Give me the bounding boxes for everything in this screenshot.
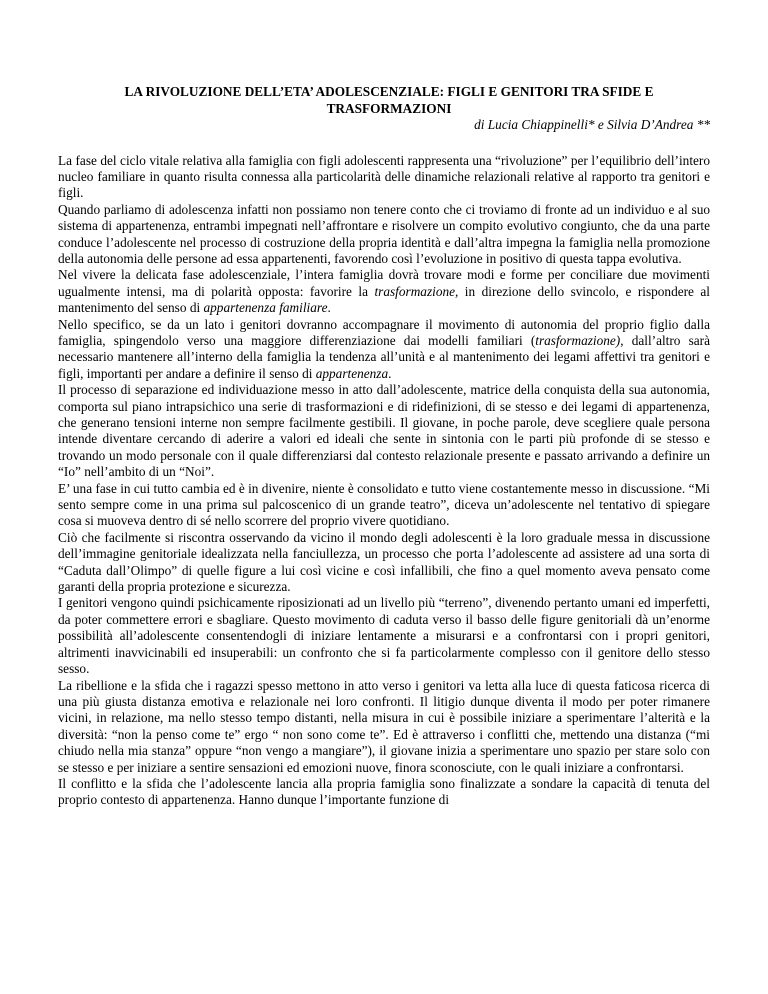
paragraph-9: La ribellione e la sfida che i ragazzi spesso mettono in atto verso i genitori va letta alla luce di questa faticosa ricerca di una più giusta distanza emotiva e relazionale nei loro confronti. Il litigio dunque diventa il modo per poter rimanere vicini, in relazione, ma nello stesso tempo distanti, nella misura in cui è possibile iniziare a sperimentare l’alterità e la diversità: “non la penso come te” ergo “ non sono come te”. Ed è attraverso i conflitti che, mettendo una distanza (“mi chiudo nella mia stanza” oppure “non vengo a mangiare”), il giovane inizia a sperimentare uno spazio per stare solo con se stesso e per iniziare a sentire sensazioni ed emozioni nuove, finora sconosciute, con le quali iniziare a confrontarsi. — [58, 677, 710, 775]
paragraph-3-emphasis-trasformazione: trasformazione, — [374, 283, 459, 299]
paragraph-3 — [58, 267, 710, 316]
document-title: LA RIVOLUZIONE DELL’ETA’ ADOLESCENZIALE: FIGLI E GENITORI TRA SFIDE E TRASFORMAZIONI — [124, 84, 654, 116]
paragraph-2: Quando parliamo di adolescenza infatti non possiamo non tenere conto che ci troviamo di fronte ad un individuo e al suo sistema di appartenenza, entrambi impegnati nell’affrontare e risolvere un compito evolutivo congiunto, che da una parte conduce l’adolescente nel processo di costruzione della propria identità e dall’altra impegna la famiglia nella promozione della autonomia delle persone ad essa appartenenti, favorendo così l’evoluzione in positivo di questa tappa evolutiva. — [58, 201, 710, 266]
document-page — [58, 84, 710, 809]
paragraph-7: Ciò che facilmente si riscontra osservando da vicino il mondo degli adolescenti è la loro graduale messa in discussione dell’immagine genitoriale idealizzata nella fanciullezza, un processo che porta l’adolescente ad assistere ad una sorta di “Caduta dall’Olimpo” di quelle figure a lui così vicine e così infallibili, che fino a quel momento aveva pensato come garanti della propria protezione e sicurezza. — [58, 529, 710, 595]
paragraph-4-text-c: . — [388, 365, 392, 381]
paragraph-6: E’ una fase in cui tutto cambia ed è in divenire, niente è consolidato e tutto viene costantemente messo in discussione. “Mi sento sempre come in una prima sul palcoscenico di un grande teatro”, diceva un’adolescente nel tentativo di spiegare cosa si muoveva dentro di sé nello scorrere del proprio vivere quotidiano. — [58, 480, 710, 529]
paragraph-4-emphasis-trasformazione: trasformazione) — [535, 332, 621, 348]
paragraph-3-text-c: . — [327, 300, 331, 316]
document-authors: di Lucia Chiappinelli* e Silvia D’Andrea ** — [474, 117, 710, 132]
paragraph-4 — [58, 317, 710, 383]
paragraph-4-text-a: Nello specifico, se da un lato i genitori dovranno accompagnare il movimento di autonomia del proprio figlio dalla famiglia, spingendolo verso una maggiore differenziazione dai modelli familiari ( — [58, 316, 710, 348]
paragraph-4-text-b: , dall’altro sarà necessario mantenere all’interno della famiglia la tendenza all’unità e al mantenimento dei legami affettivi tra genitori e figli, importanti per andare a definire il senso di — [58, 332, 710, 381]
paragraph-4-emphasis-appartenenza: appartenenza — [315, 365, 389, 381]
paragraph-5: Il processo di separazione ed individuazione messo in atto dall’adolescente, matrice della conquista della sua autonomia, comporta sul piano intrapsichico una serie di trasformazioni e di ridefinizioni, di se stesso e dei legami di appartenenza, che generano tensioni interne non sempre facilmente gestibili. Il giovane, in poche parole, deve scegliere quale persona intende diventare cercando di aderire a valori ed ideali che sente in sintonia con le parti più profonde di se stesso e trovando un modo personale con il quale differenziarsi dal contesto relazionale presente e passato arrivando a definire un “Io” nell’ambito di un “Noi”. — [58, 382, 710, 480]
paragraph-3-emphasis-appartenenza: appartenenza familiare — [203, 300, 328, 316]
paragraph-1: La fase del ciclo vitale relativa alla famiglia con figli adolescenti rappresenta una “rivoluzione” per l’equilibrio dell’intero nucleo familiare in quanto risulta connessa alla particolarità delle dinamiche relazionali relative al rapporto tra genitori e figli. — [58, 152, 710, 201]
paragraph-8: I genitori vengono quindi psichicamente riposizionati ad un livello più “terreno”, divenendo pertanto umani ed imperfetti, da poter commettere errori e sbagliare. Questo movimento di caduta verso il basso delle figure genitoriali dà un’enorme possibilità all’adolescente consentendogli di iniziare lentamente a misurarsi e a confrontarsi con i propri genitori, altrimenti inavvicinabili ed insuperabili: un confronto che si fa particolarmente complesso con il genitore dello stesso sesso. — [58, 595, 710, 677]
paragraph-3-text-b: in direzione dello svincolo, e rispondere al mantenimento del senso di — [58, 283, 711, 316]
paragraph-3-text-a: Nel vivere la delicata fase adolescenziale, l’intera famiglia dovrà trovare modi e forme per conciliare due movimenti ugualmente intensi, ma di polarità opposta: favorire la — [58, 267, 710, 299]
paragraph-10: Il conflitto e la sfida che l’adolescente lancia alla propria famiglia sono finalizzate a sondare la capacità di tenuta del proprio contesto di appartenenza. Hanno dunque l’importante funzione di — [58, 775, 710, 808]
